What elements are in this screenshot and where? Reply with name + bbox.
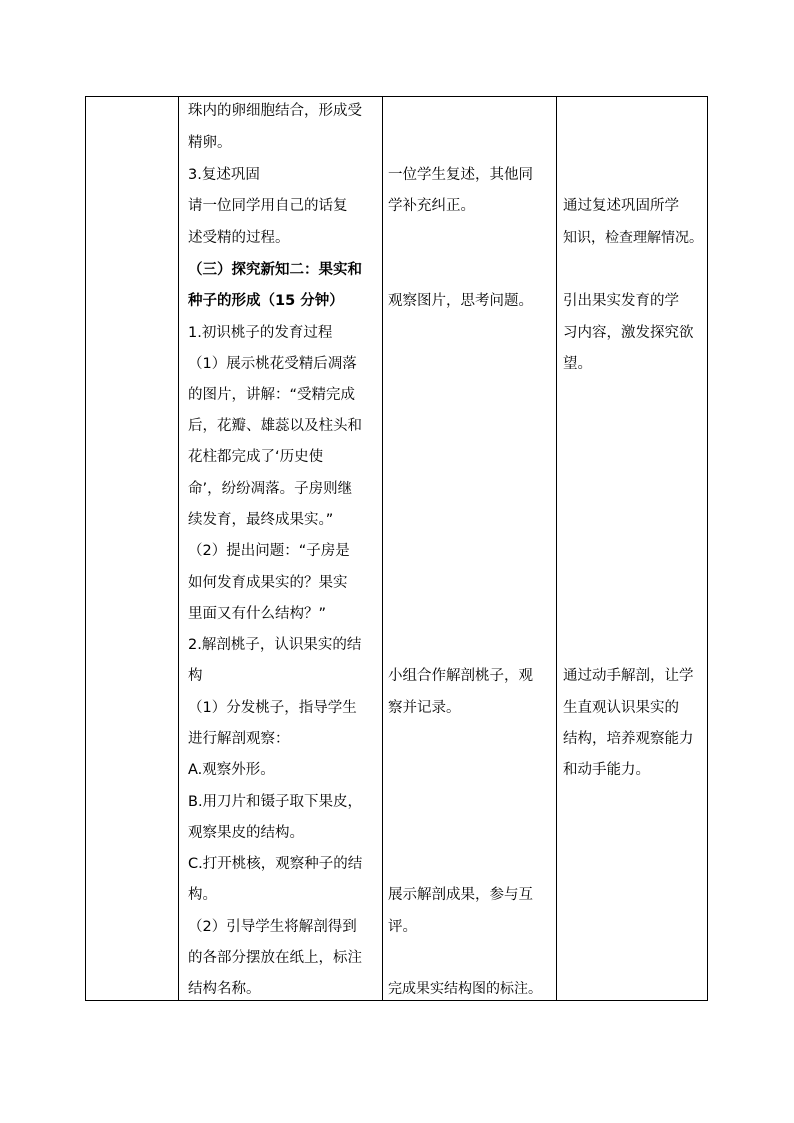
text-line: （2）提出问题：“子房是	[188, 543, 350, 559]
text-line: C.打开桃核，观察种子的结	[188, 856, 363, 872]
text-line: 察并记录。	[388, 700, 461, 716]
text-line: 一位学生复述，其他同	[388, 167, 533, 183]
text-line: 里面又有什么结构？”	[188, 606, 327, 622]
text-line: 通过动手解剖，让学	[563, 668, 694, 684]
text-line: 如何发育成果实的？果实	[188, 575, 348, 591]
text-line: 构。	[188, 887, 217, 903]
column-divider-3	[556, 97, 557, 1000]
text-line: 2.解剖桃子，认识果实的结	[188, 637, 362, 653]
text-line: （2）引导学生将解剖得到	[188, 919, 357, 935]
text-line: 引出果实发育的学	[563, 293, 679, 309]
text-line: 构	[188, 668, 203, 684]
text-line: 观察图片，思考问题。	[388, 293, 533, 309]
text-line: （1）展示桃花受精后凋落	[188, 356, 357, 372]
text-line: 通过复述巩固所学	[563, 198, 679, 214]
text-line: 进行解剖观察：	[188, 731, 290, 747]
text-line: 的图片，讲解：“受精完成	[188, 387, 356, 403]
column-divider-2	[382, 97, 383, 1000]
text-line: 学补充纠正。	[388, 198, 475, 214]
text-line: 珠内的卵细胞结合，形成受	[188, 103, 362, 119]
text-line: 1.初识桃子的发育过程	[188, 325, 333, 341]
column-divider-1	[178, 97, 179, 1000]
text-line: 续发育，最终成果实。”	[188, 512, 334, 528]
text-line: （1）分发桃子，指导学生	[188, 700, 357, 716]
text-line: 3.复述巩固	[188, 167, 260, 183]
text-line: 知识，检查理解情况。	[563, 230, 703, 246]
text-line: 花柱都完成了‘历史使	[188, 449, 324, 465]
text-line: 命’，纷纷凋落。子房则继	[188, 481, 353, 497]
section-heading: 种子的形成（15 分钟）	[188, 293, 344, 309]
text-line: 完成果实结构图的标注。	[388, 981, 542, 997]
text-line: A.观察外形。	[188, 762, 275, 778]
text-line: 观察果皮的结构。	[188, 825, 304, 841]
text-line: 述受精的过程。	[188, 230, 290, 246]
text-line: 结构，培养观察能力	[563, 731, 694, 747]
text-line: 的各部分摆放在纸上，标注	[188, 950, 362, 966]
text-line: 生直观认识果实的	[563, 700, 679, 716]
text-line: 习内容，激发探究欲	[563, 325, 694, 341]
text-line: 后，花瓣、雄蕊以及柱头和	[188, 418, 362, 434]
text-line: 展示解剖成果，参与互	[388, 887, 533, 903]
text-line: 小组合作解剖桃子，观	[388, 668, 533, 684]
lesson-plan-table	[85, 96, 708, 1001]
text-line: 评。	[388, 919, 417, 935]
text-line: B.用刀片和镊子取下果皮，	[188, 794, 363, 810]
text-line: 请一位同学用自己的话复	[188, 198, 348, 214]
text-line: 结构名称。	[188, 981, 261, 997]
text-line: 精卵。	[188, 135, 232, 151]
section-heading: （三）探究新知二：果实和	[188, 262, 362, 278]
text-line: 望。	[563, 356, 592, 372]
text-line: 和动手能力。	[563, 762, 650, 778]
